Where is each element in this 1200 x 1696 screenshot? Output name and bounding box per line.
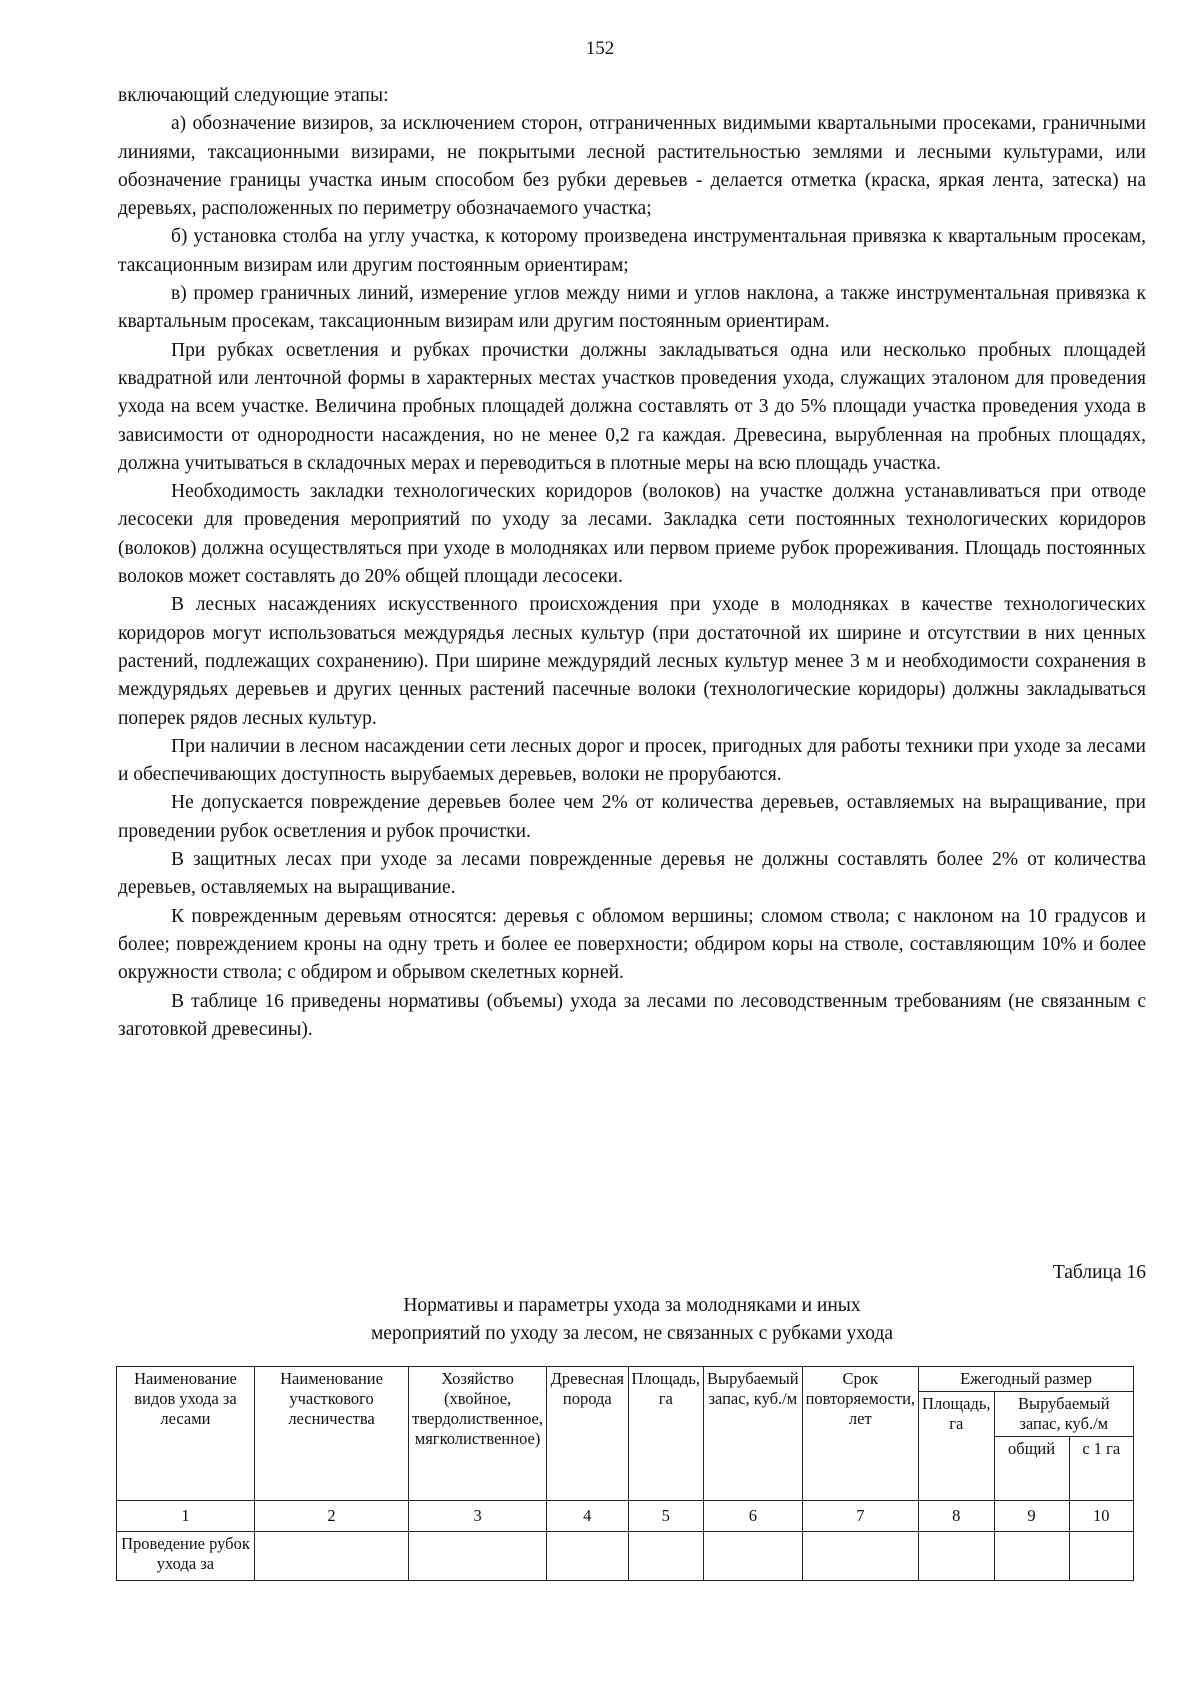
paragraph: При рубках осветления и рубках прочистки должны закладываться одна или несколько пробных площадей квадратной или ленточной формы в характерных местах участков проведения ухода, служащих эталоном для проведения ухода на всем участке. Величина пробных площадей должна составлять от 3 до 5% площади участка проведения ухода в зависимости от однородности насаждения, но не менее 0,2 га каждая. Древесина, вырубленная на пробных площадях, должна учитываться в складочных мерах и переводиться в плотные меры на всю площадь участка. (118, 339, 1146, 474)
column-number: 10 (1069, 1501, 1133, 1532)
header-cell: Площадь, га (919, 1392, 994, 1501)
table-cell (919, 1532, 994, 1581)
table-cell: Проведение рубок ухода за (117, 1532, 255, 1581)
header-cell: Вырубаемый запас, куб./м (704, 1367, 803, 1501)
table-title-line: мероприятий по уходу за лесом, не связанных с рубками ухода (370, 1323, 894, 1344)
table-title-line: Нормативы и параметры ухода за молодняками и иных (403, 1295, 861, 1316)
header-cell: Наименование участкового лесничества (254, 1367, 408, 1501)
column-number: 3 (409, 1501, 547, 1532)
header-cell: Древесная порода (547, 1367, 629, 1501)
paragraph: Необходимость закладки технологических коридоров (волоков) на участке должна устанавливаться при отводе лесосеки для проведения мероприятий по уходу за лесами. Закладка сети постоянных технологических коридоров (волоков) должна осуществляться при уходе в молодняках или первом приеме рубок прореживания. Площадь постоянных волоков может составлять до 20% общей площади лесосеки. (118, 481, 1146, 588)
header-cell: Наименование видов ухода за лесами (117, 1367, 255, 1501)
table-cell (802, 1532, 918, 1581)
table-cell (1069, 1532, 1133, 1581)
table-cell (547, 1532, 629, 1581)
paragraph: В лесных насаждениях искусственного происхождения при уходе в молодняках в качестве технологических коридоров могут использоваться междурядья лесных культур (при достаточной их ширине и отсутствии в них ценных растений, подлежащих сохранению). При ширине междурядий лесных культур менее 3 м и необходимости сохранения в междурядьях деревьев и других ценных растений пасечные волоки (технологические коридоры) должны закладываться поперек рядов лесных культур. (118, 594, 1146, 729)
paragraph: в) промер граничных линий, измерение углов между ними и углов наклона, а также инструментальная привязка к квартальным просекам, таксационным визирам или другим постоянным ориентирам. (118, 283, 1146, 333)
page-number: 152 (585, 38, 615, 59)
table-title (0, 1292, 1200, 1348)
column-number: 4 (547, 1501, 629, 1532)
paragraph: а) обозначение визиров, за исключением сторон, отграниченных видимыми квартальными просеками, граничными линиями, таксационными визирами, не покрытыми лесной растительностью землями и лесными культурами, или обозначение границы участка иным способом без рубки деревьев - делается отметка (краска, яркая лента, затеска) на деревьях, расположенных по периметру обозначаемого участка; (118, 113, 1146, 220)
paragraph: К поврежденным деревьям относятся: деревья с обломом вершины; сломом ствола; с наклоном на 10 градусов и более; повреждением кроны на одну треть и более ее поверхности; обдиром коры на стволе, составляющим 10% и более окружности ствола; с обдиром и обрывом скелетных корней. (118, 905, 1146, 984)
table-label: Таблица 16 (1052, 1262, 1146, 1283)
column-number: 9 (994, 1501, 1069, 1532)
column-number: 1 (117, 1501, 255, 1532)
body-text (118, 82, 1146, 1044)
table-cell (994, 1532, 1069, 1581)
header-cell: Вырубаемый запас, куб./м (994, 1392, 1133, 1437)
paragraph: Не допускается повреждение деревьев более чем 2% от количества деревьев, оставляемых на выращивание, при проведении рубок осветления и рубок прочистки. (118, 792, 1146, 842)
header-cell: с 1 га (1069, 1437, 1133, 1501)
table-cell (628, 1532, 703, 1581)
column-number: 2 (254, 1501, 408, 1532)
paragraph: В таблице 16 приведены нормативы (объемы) ухода за лесами по лесоводственным требованиям (не связанным с заготовкой древесины). (118, 990, 1146, 1040)
header-cell: Срок повторяемости, лет (802, 1367, 918, 1501)
header-cell: общий (994, 1437, 1069, 1501)
table-cell (409, 1532, 547, 1581)
table-cell (254, 1532, 408, 1581)
paragraph: б) установка столба на углу участка, к которому произведена инструментальная привязка к квартальным просекам, таксационным визирам или другим постоянным ориентирам; (118, 226, 1146, 276)
column-number: 6 (704, 1501, 803, 1532)
column-number: 5 (628, 1501, 703, 1532)
norms-table (116, 1366, 1134, 1581)
table-row (117, 1532, 1134, 1581)
paragraph: При наличии в лесном насаждении сети лесных дорог и просек, пригодных для работы техники при уходе за лесами и обеспечивающих доступность вырубаемых деревьев, волоки не прорубаются. (118, 735, 1146, 786)
header-cell: Ежегодный размер (919, 1367, 1134, 1392)
column-number: 8 (919, 1501, 994, 1532)
header-cell: Хозяйство (хвойное, твердолиственное, мягколиственное) (409, 1367, 547, 1501)
header-cell: Площадь, га (628, 1367, 703, 1501)
paragraph: В защитных лесах при уходе за лесами поврежденные деревья не должны составлять более 2% от количества деревьев, оставляемых на выращивание. (118, 849, 1146, 899)
column-number: 7 (802, 1501, 918, 1532)
table-cell (704, 1532, 803, 1581)
paragraph: включающий следующие этапы: (118, 85, 389, 106)
